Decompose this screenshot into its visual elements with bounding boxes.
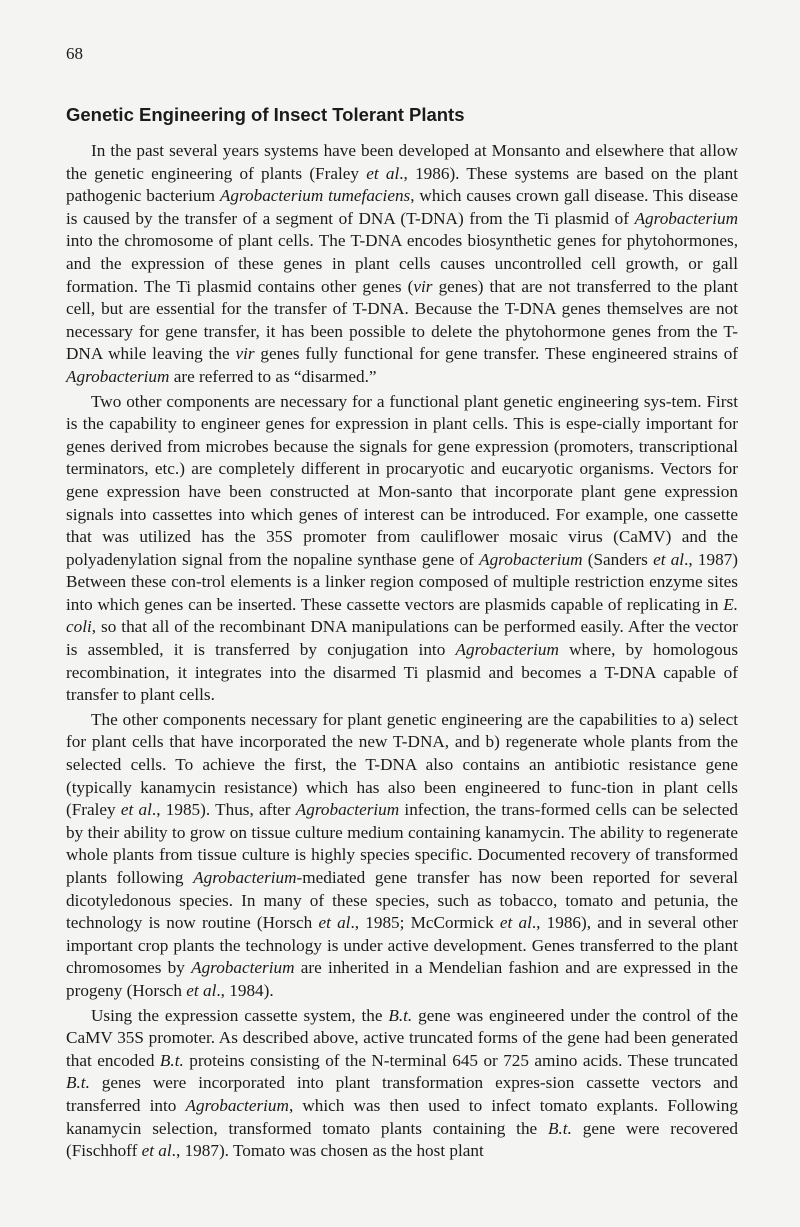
paragraph-1 <box>66 140 738 389</box>
text-run: gene were recovered (Fischhoff <box>66 1118 738 1161</box>
italic-run: B.t. <box>548 1118 572 1138</box>
italic-run: B.t. <box>159 1050 184 1070</box>
italic-run: vir <box>235 344 255 364</box>
text-run: ., 1985; McCormick <box>350 913 500 933</box>
paragraph-4 <box>66 1005 738 1163</box>
italic-run: Agrobacterium <box>191 958 295 978</box>
paragraph-3 <box>66 709 738 1003</box>
text-run: ., 1984). <box>216 980 274 1000</box>
italic-run: Agrobacterium <box>66 366 170 386</box>
text-run: , so that all of the recombinant DNA manipulations can be performed easily. After the vector is assembled, it is transferred by conjugation into <box>66 617 738 660</box>
text-run: ., 1986). These systems are based on the plant pathogenic bacterium <box>66 163 738 206</box>
text-run: infection, the trans-formed cells can be selected by their ability to grow on tissue culture medium containing kanamycin. The ability to regenerate whole plants from tissue culture is highly species specific. Documented recovery of transformed plants following <box>66 800 738 887</box>
italic-run: et al <box>120 800 152 820</box>
text-run: proteins consisting of the N-terminal 645 or 725 amino acids. These truncated <box>183 1050 738 1070</box>
italic-run: vir <box>413 276 433 296</box>
text-run: (Sanders <box>582 549 654 569</box>
italic-run: et al <box>318 913 351 933</box>
text-run: Using the expression cassette system, the <box>91 1005 389 1025</box>
text-run: Two other components are necessary for a functional plant genetic engineering sys-tem. First is the capability to engineer genes for expression in plant cells. This is espe-cially important for genes derived from microbes because the signals for gene expression (promoters, transcriptional terminators, etc.) are completely different in procaryotic and eucaryotic organisms. Vectors for gene expression have been constructed at Mon-santo that incorporate plant gene expression signals into cassettes into which genes of interest can be introduced. For example, one cassette that was utilized has the 35S promoter from cauliflower mosaic virus (CaMV) and the polyadenylation signal from the nopaline synthase gene of <box>66 391 738 569</box>
italic-run: E. coli <box>66 594 738 637</box>
text-run: genes were incorporated into plant transformation expres-sion cassette vectors and transferred into <box>66 1073 738 1115</box>
text-run: where, by homologous recombination, it integrates into the disarmed Ti plasmid and becomes a T-DNA capable of transfer to plant cells. <box>66 640 739 705</box>
paragraph-2 <box>66 391 738 707</box>
text-run: are referred to as “disarmed.” <box>169 366 377 386</box>
italic-run: et al <box>141 1141 172 1161</box>
italic-run: Agrobacterium <box>479 549 583 569</box>
italic-run: et al <box>186 980 217 1000</box>
text-run: are inherited in a Mendelian fashion and are expressed in the progeny (Horsch <box>66 958 738 1000</box>
italic-run: Agrobacterium <box>193 868 297 887</box>
page-number: 68 <box>66 44 83 63</box>
text-run: ., 1986), and in several other important crop plants the technology is under active development. Genes transferred to the plant chromosomes by <box>66 913 739 978</box>
italic-run: et al <box>499 913 532 933</box>
text-run: In the past several years systems have been developed at Monsanto and elsewhere that allow the genetic engineering of plants (Fraley <box>66 141 738 183</box>
italic-run: B.t. <box>66 1073 90 1093</box>
italic-run: Agrobacterium tumefaciens <box>219 186 411 206</box>
italic-run: et al <box>653 549 685 569</box>
text-run: , which was then used to infect tomato explants. Following kanamycin selection, transformed tomato plants containing the <box>66 1095 738 1138</box>
italic-run: B.t. <box>388 1005 413 1025</box>
body-text <box>66 140 738 1163</box>
text-run: ., 1987). Tomato was chosen as the host plant <box>171 1141 484 1161</box>
italic-run: Agrobacterium <box>455 640 559 660</box>
italic-run: Agrobacterium <box>185 1095 289 1115</box>
section-heading: Genetic Engineering of Insect Tolerant Plants <box>66 104 465 125</box>
text-run: ., 1987) Between these con-trol elements is a linker region composed of multiple restriction enzyme sites into which genes can be inserted. These cassette vectors are plasmids capable of replicating in <box>66 549 739 614</box>
text-run: genes fully functional for gene transfer. These engineered strains of <box>254 344 739 364</box>
text-run: into the chromosome of plant cells. The T-DNA encodes biosynthetic genes for phytohormones, and the expression of these genes in plant cells causes uncontrolled cell growth, or gall formation. The Ti plasmid contains other genes ( <box>66 231 738 296</box>
text-run: genes) that are not transferred to the plant cell, but are essential for the transfer of T-DNA. Because the T-DNA genes themselves are not necessary for gene transfer, it has been possible to delete the phytohormone genes from the T-DNA while leaving the <box>66 276 738 364</box>
italic-run: Agrobacterium <box>634 208 738 228</box>
text-run: ., 1985). Thus, after <box>151 800 296 820</box>
italic-run: Agrobacterium <box>295 800 400 820</box>
text-run: The other components necessary for plant genetic engineering are the capabilities to a) select for plant cells that have incorporated the new T-DNA, and b) regenerate whole plants from the selected cells. To achieve the first, the T-DNA also contains an antibiotic resistance gene (typically kanamycin resistance) which has also been engineered to func-tion in plant cells (Fraley <box>66 709 738 820</box>
text-run: gene was engineered under the control of the CaMV 35S promoter. As described above, active truncated forms of the gene had been generated that encoded <box>66 1005 738 1070</box>
italic-run: et al <box>366 163 400 183</box>
text-run: -mediated gene transfer has now been reported for several dicotyledonous species. In many of these species, such as tobacco, tomato and petunia, the technology is now routine (Horsch <box>66 868 738 933</box>
text-run: , which causes crown gall disease. This disease is caused by the transfer of a segment of DNA (T-DNA) from the Ti plasmid of <box>66 186 738 228</box>
